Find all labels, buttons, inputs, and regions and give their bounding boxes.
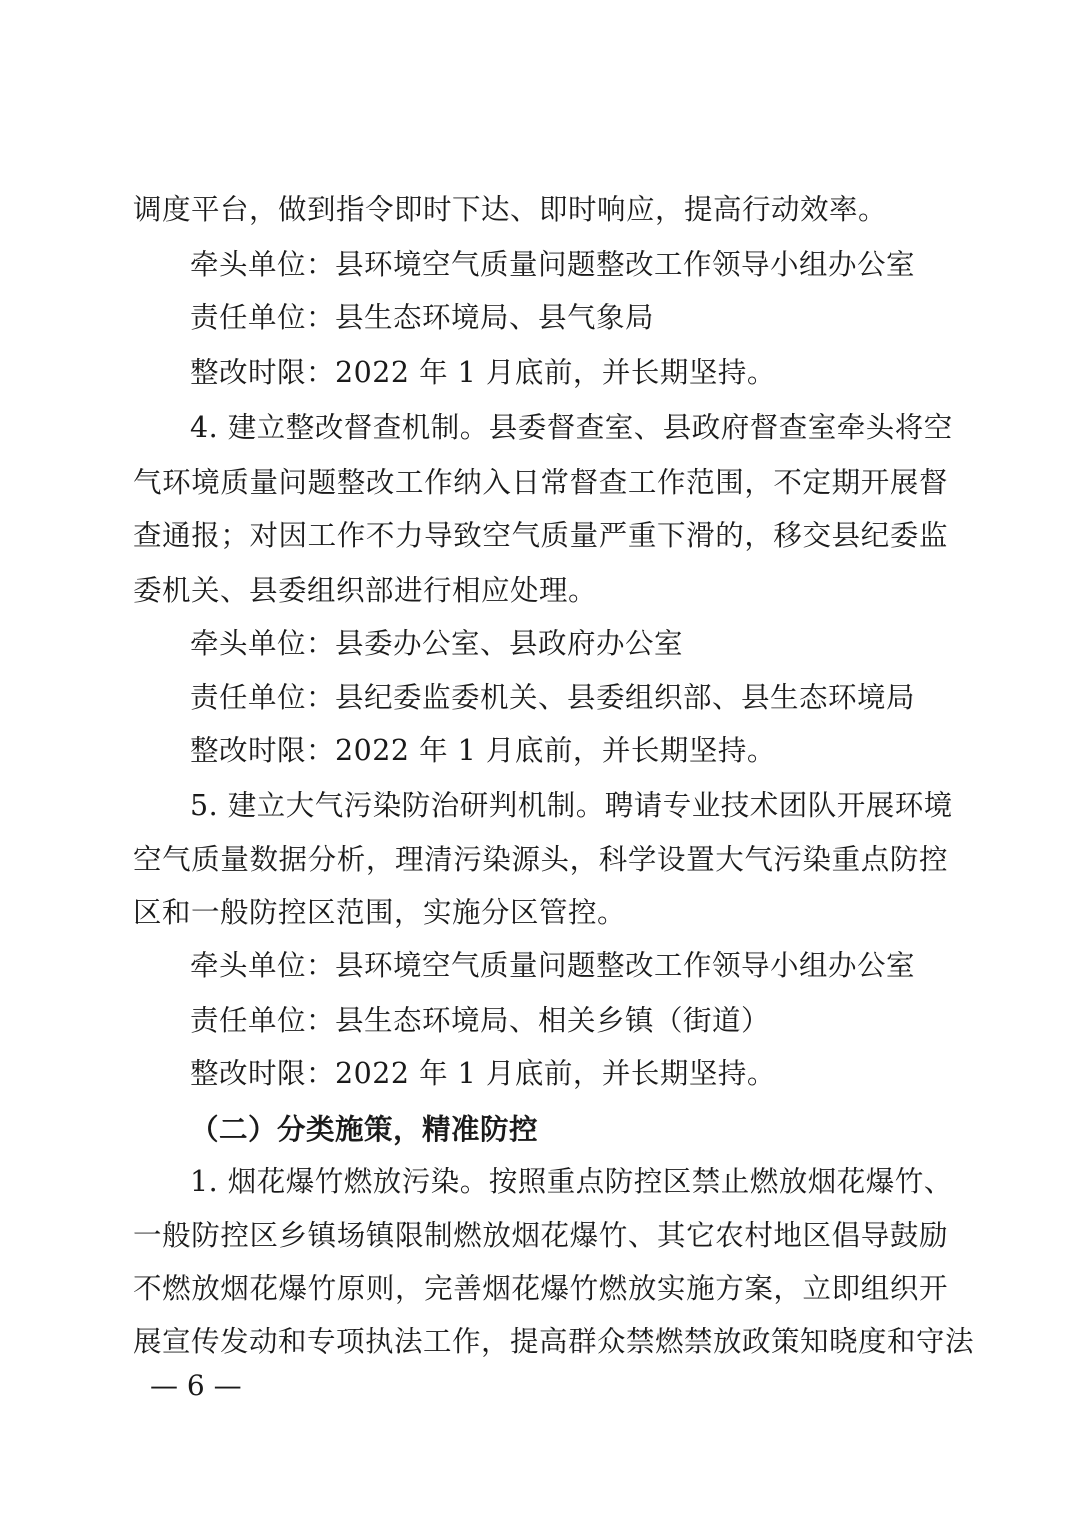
text-line-20: 一般防控区乡镇场镇限制燃放烟花爆竹、其它农村地区倡导鼓励 bbox=[133, 1219, 948, 1252]
text-line-6: 气环境质量问题整改工作纳入日常督查工作范围，不定期开展督 bbox=[133, 466, 948, 499]
text-line-9: 牵头单位：县委办公室、县政府办公室 bbox=[190, 627, 684, 660]
text-line-15: 牵头单位：县环境空气质量问题整改工作领导小组办公室 bbox=[190, 949, 916, 982]
text-line-12: 5. 建立大气污染防治研判机制。聘请专业技术团队开展环境 bbox=[190, 789, 953, 822]
section-heading: （二）分类施策，精准防控 bbox=[190, 1112, 539, 1146]
text-line-17: 整改时限：2022 年 1 月底前，并长期坚持。 bbox=[190, 1057, 776, 1090]
text-line-2: 牵头单位：县环境空气质量问题整改工作领导小组办公室 bbox=[190, 248, 916, 281]
text-line-10: 责任单位：县纪委监委机关、县委组织部、县生态环境局 bbox=[190, 681, 916, 714]
text-line-3: 责任单位：县生态环境局、县气象局 bbox=[190, 301, 655, 334]
text-line-21: 不燃放烟花爆竹原则，完善烟花爆竹燃放实施方案，立即组织开 bbox=[133, 1272, 948, 1305]
text-line-8: 委机关、县委组织部进行相应处理。 bbox=[133, 574, 598, 607]
text-line-11: 整改时限：2022 年 1 月底前，并长期坚持。 bbox=[190, 734, 776, 767]
text-line-19: 1. 烟花爆竹燃放污染。按照重点防控区禁止燃放烟花爆竹、 bbox=[190, 1165, 953, 1198]
text-line-4: 整改时限：2022 年 1 月底前，并长期坚持。 bbox=[190, 356, 776, 389]
text-line-14: 区和一般防控区范围，实施分区管控。 bbox=[133, 896, 627, 929]
text-line-5: 4. 建立整改督查机制。县委督查室、县政府督查室牵头将空 bbox=[190, 411, 953, 444]
text-line-22: 展宣传发动和专项执法工作，提高群众禁燃禁放政策知晓度和守法 bbox=[133, 1325, 975, 1358]
text-line-13: 空气质量数据分析，理清污染源头，科学设置大气污染重点防控 bbox=[133, 843, 948, 876]
text-line-1: 调度平台，做到指令即时下达、即时响应，提高行动效率。 bbox=[133, 193, 888, 226]
page-number: — 6 — bbox=[150, 1369, 242, 1402]
text-line-16: 责任单位：县生态环境局、相关乡镇（街道） bbox=[190, 1004, 771, 1037]
text-line-7: 查通报；对因工作不力导致空气质量严重下滑的，移交县纪委监 bbox=[133, 519, 948, 552]
